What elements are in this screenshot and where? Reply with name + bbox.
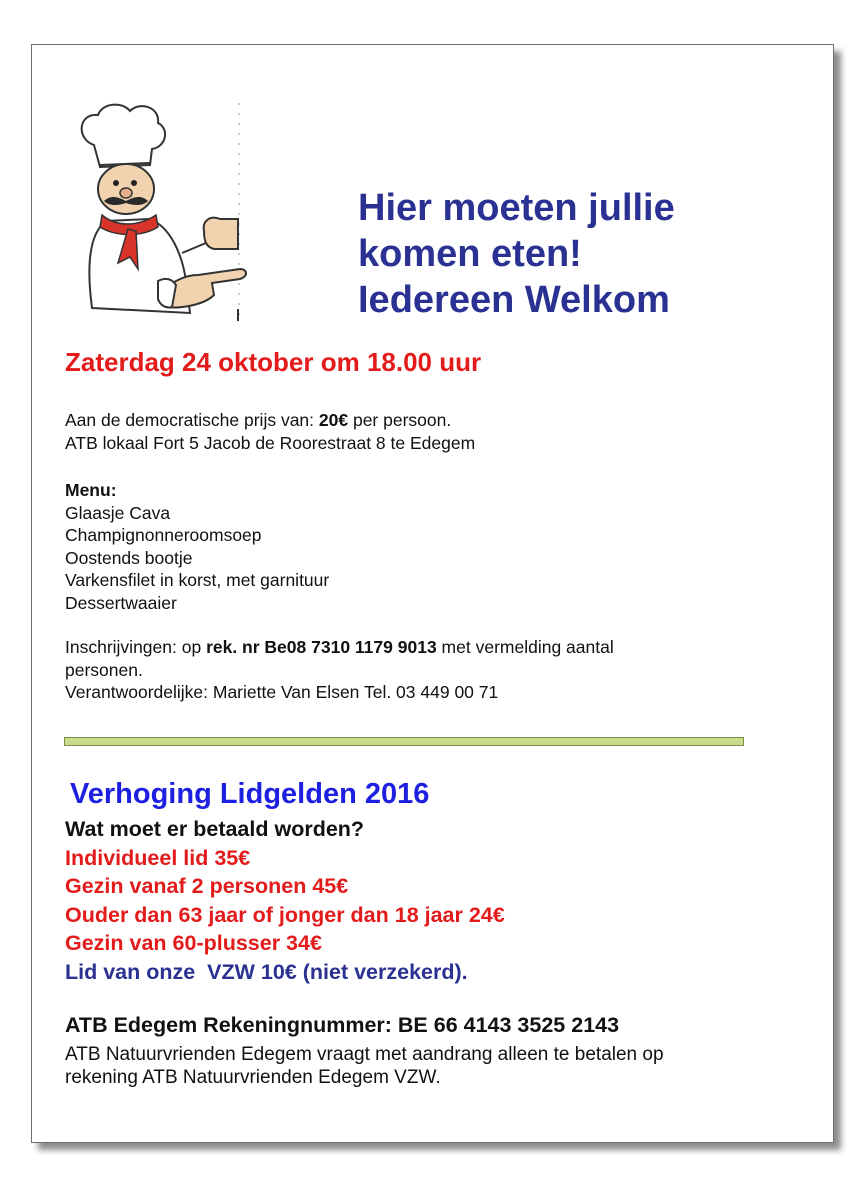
fees-title: Verhoging Lidgelden 2016: [70, 778, 430, 810]
bank-account-line: ATB Edegem Rekeningnummer: BE 66 4143 3525 2143: [65, 1013, 620, 1037]
price-prefix: Aan de democratische prijs van:: [65, 410, 319, 430]
fee-item: Gezin van 60-plusser 34€: [65, 931, 322, 955]
headline-line: Hier moeten jullie: [358, 187, 675, 229]
registration: [65, 636, 614, 704]
fee-item: Ouder dan 63 jaar of jonger dan 18 jaar 24€: [65, 902, 505, 927]
registration-suffix: met vermelding aantal: [436, 637, 614, 657]
menu-item: Oostends bootje: [65, 547, 193, 568]
fees-question: Wat moet er betaald worden?: [65, 817, 365, 841]
chef-pointing-illustration: [72, 103, 247, 328]
event-date: Zaterdag 24 oktober om 18.00 uur: [65, 347, 482, 377]
menu-item: Glaasje Cava: [65, 502, 171, 523]
fee-item: Gezin vanaf 2 personen 45€: [65, 874, 349, 898]
menu-item: Dessertwaaier: [65, 592, 177, 613]
price-suffix: per persoon.: [348, 410, 452, 430]
fees-list: [65, 815, 505, 986]
registration-line-2: personen.: [65, 659, 143, 680]
menu-item: Varkensfilet in korst, met garnituur: [65, 570, 330, 590]
menu-item: Champignonneroomsoep: [65, 525, 262, 545]
payment-note: [65, 1044, 664, 1089]
fee-item: Individueel lid 35€: [65, 845, 251, 870]
payment-note-line: ATB Natuurvrienden Edegem vraagt met aandrang alleen te betalen op: [65, 1044, 664, 1065]
section-divider: [64, 737, 744, 746]
menu-heading: Menu:: [65, 480, 117, 500]
registration-account: rek. nr Be08 7310 1179 9013: [206, 637, 437, 657]
registration-prefix: Inschrijvingen: op: [65, 637, 207, 657]
headline-line: komen eten!: [358, 233, 582, 275]
flyer-page: [31, 44, 834, 1143]
fee-vzw: Lid van onze VZW 10€ (niet verzekerd).: [65, 959, 468, 984]
menu: [65, 479, 329, 614]
payment-note-line: rekening ATB Natuurvrienden Edegem VZW.: [65, 1066, 441, 1088]
registration-line: [65, 636, 614, 659]
price-value: 20€: [318, 410, 349, 430]
headline-line: Iedereen Welkom: [358, 279, 670, 321]
event-location: ATB lokaal Fort 5 Jacob de Roorestraat 8 te Edegem: [65, 432, 476, 453]
price-line: [65, 409, 475, 432]
headline: [358, 185, 675, 323]
responsible-contact: Verantwoordelijke: Mariette Van Elsen Tel. 03 449 00 71: [65, 682, 499, 702]
event-details: [65, 409, 475, 454]
